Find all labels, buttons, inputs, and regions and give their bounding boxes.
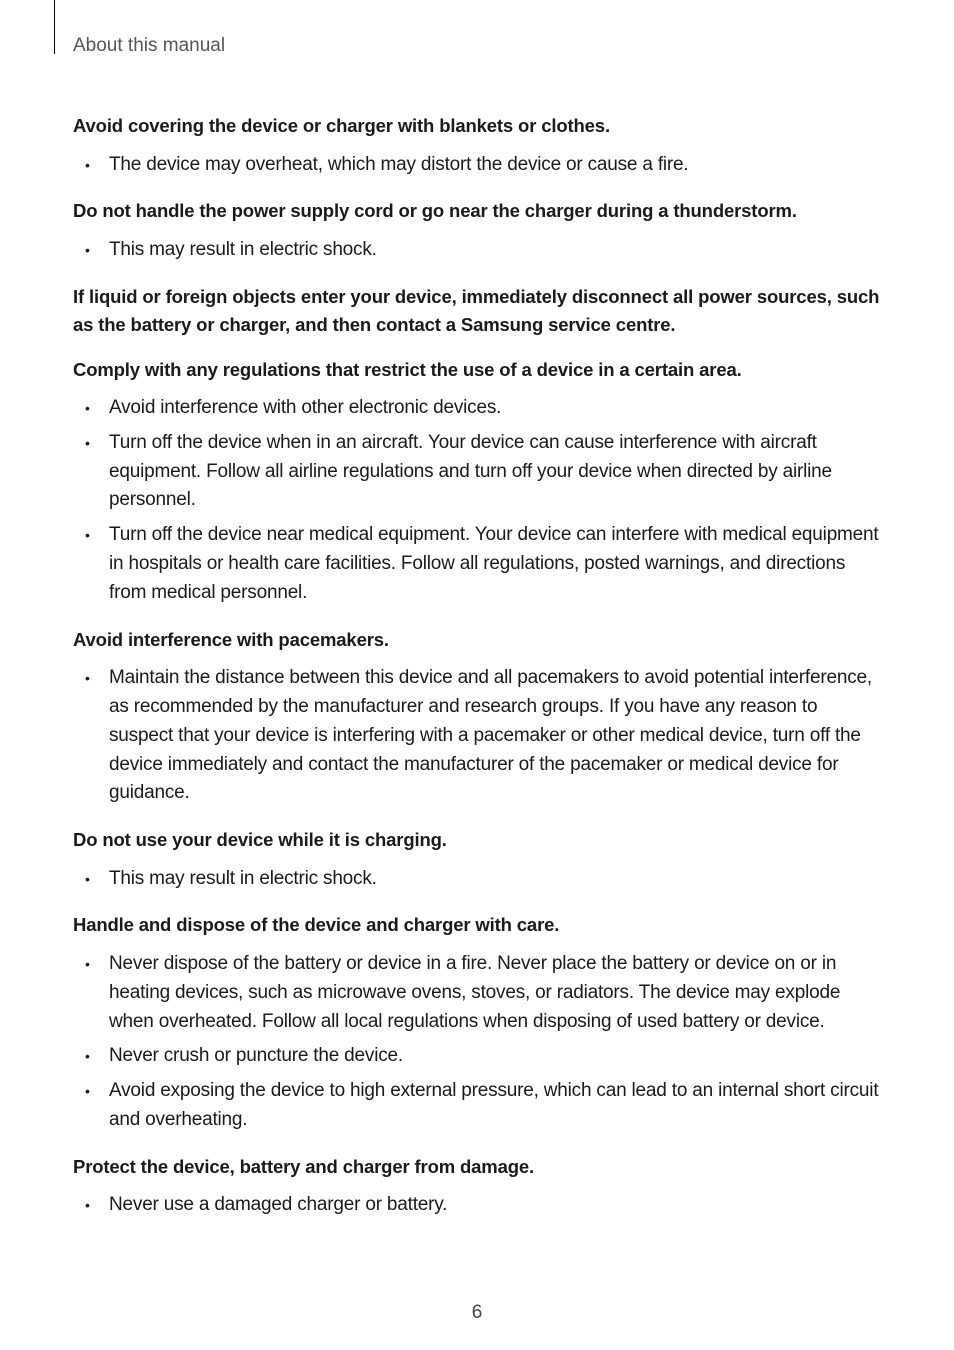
bullet-item: • Turn off the device when in an aircraft. Your device can cause interference with aircraft equipment. Follow all airline regulations and turn off your device when directed by airline personnel. — [73, 429, 885, 515]
section-heading: Protect the device, battery and charger from damage. — [73, 1155, 535, 1177]
section-heading: Do not use your device while it is charging. — [73, 829, 447, 851]
bullet-list — [73, 1191, 885, 1220]
section-heading: Handle and dispose of the device and charger with care. — [73, 914, 560, 936]
bullet-item: • Turn off the device near medical equipment. Your device can interfere with medical equipment in hospitals or health care facilities. Follow all regulations, posted warnings, and directions from medical personnel. — [73, 521, 885, 607]
bullet-item: • Never dispose of the battery or device in a fire. Never place the battery or device on or in heating devices, such as microwave ovens, stoves, or radiators. The device may explode when overheated. Follow all local regulations when disposing of used battery or device. — [73, 950, 885, 1036]
header-rule — [54, 0, 55, 54]
section-heading: Avoid covering the device or charger with blankets or clothes. — [73, 115, 610, 136]
bullet-list — [73, 394, 885, 608]
bullet-dot-icon: • — [85, 400, 90, 417]
bullet-list — [73, 950, 885, 1135]
bullet-item: • This may result in electric shock. — [73, 236, 885, 265]
bullet-dot-icon: • — [85, 527, 90, 544]
bullet-item: • Maintain the distance between this device and all pacemakers to avoid potential interference, as recommended by the manufacturer and research groups. If you have any reason to suspect that your device is interfering with a pacemaker or other medical device, turn off the device immediately and contact the manufacturer of the pacemaker or medical device for guidance. — [73, 664, 885, 808]
bullet-dot-icon: • — [85, 156, 90, 173]
bullet-list — [73, 865, 885, 894]
bullet-list — [73, 151, 885, 180]
bullet-item: • The device may overheat, which may distort the device or cause a fire. — [73, 151, 885, 180]
section-regulations — [73, 356, 885, 608]
section-pacemakers — [73, 626, 885, 808]
bullet-list — [73, 664, 885, 808]
bullet-item: • Avoid exposing the device to high external pressure, which can lead to an internal short circuit and overheating. — [73, 1077, 885, 1135]
section-heading: Do not handle the power supply cord or go near the charger during a thunderstorm. — [73, 200, 797, 222]
section-heading: Avoid interference with pacemakers. — [73, 628, 389, 650]
bullet-item: • Avoid interference with other electronic devices. — [73, 394, 885, 423]
section-dispose — [73, 911, 885, 1134]
bullet-list — [73, 236, 885, 265]
bullet-dot-icon: • — [85, 1083, 90, 1100]
section-heading: If liquid or foreign objects enter your device, immediately disconnect all power sources, such as the battery or charger, and then contact a Samsung service centre. — [73, 285, 880, 336]
section-thunderstorm — [73, 197, 885, 264]
section-charging — [73, 826, 885, 893]
section-covering — [73, 112, 885, 179]
bullet-dot-icon: • — [85, 1048, 90, 1065]
page-content — [73, 112, 885, 1226]
bullet-dot-icon: • — [85, 670, 90, 687]
section-damage — [73, 1153, 885, 1220]
section-liquid — [73, 283, 885, 340]
running-header: About this manual — [73, 35, 226, 56]
bullet-dot-icon: • — [85, 434, 90, 451]
section-heading: Comply with any regulations that restrict the use of a device in a certain area. — [73, 358, 742, 380]
bullet-dot-icon: • — [85, 870, 90, 887]
bullet-item: • This may result in electric shock. — [73, 865, 885, 894]
bullet-dot-icon: • — [85, 241, 90, 258]
page-number: 6 — [471, 1302, 483, 1323]
bullet-dot-icon: • — [85, 1197, 90, 1214]
bullet-item: • Never crush or puncture the device. — [73, 1042, 885, 1071]
bullet-item: • Never use a damaged charger or battery. — [73, 1191, 885, 1220]
bullet-dot-icon: • — [85, 955, 90, 972]
